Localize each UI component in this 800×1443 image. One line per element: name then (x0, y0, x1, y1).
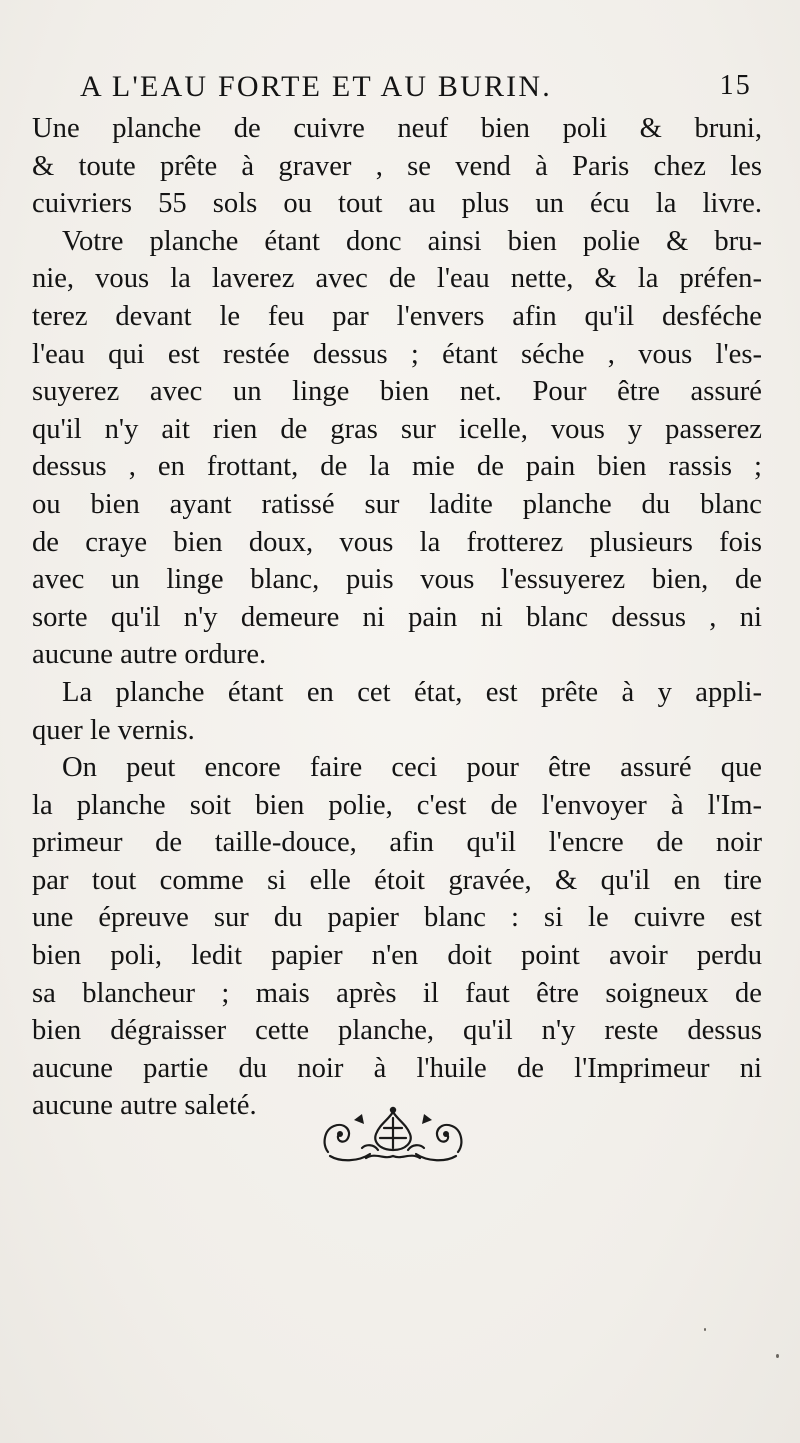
text-line: avec un linge blanc, puis vous l'essuyerez bien, de (32, 564, 762, 596)
text-line: ou bien ayant ratissé sur ladite planche du blanc (32, 488, 762, 520)
text-line: aucune autre saleté. (32, 1090, 257, 1122)
text-line: aucune autre ordure. (32, 639, 267, 671)
tailpiece-ornament (318, 1104, 468, 1164)
text-line: une épreuve sur du papier blanc : si le cuivre est (32, 902, 762, 934)
text-line: qu'il n'y ait rien de gras sur icelle, vous y passerez (32, 413, 762, 445)
text-line: bien poli, ledit papier n'en doit point avoir perdu (32, 940, 762, 972)
text-line: On peut encore faire ceci pour être assuré que (62, 752, 762, 784)
text-line: la planche soit bien polie, c'est de l'envoyer à l'Im- (32, 789, 762, 821)
text-line: dessus , en frottant, de la mie de pain bien rassis ; (32, 451, 762, 483)
text-line: primeur de taille-douce, afin qu'il l'encre de noir (32, 827, 762, 859)
running-header (62, 70, 752, 110)
body-text (32, 110, 762, 1125)
text-line: de craye bien doux, vous la frotterez plusieurs fois (32, 526, 762, 558)
paper-speck (704, 1328, 706, 1331)
text-line: aucune partie du noir à l'huile de l'Imprimeur ni (32, 1052, 762, 1084)
text-line: nie, vous la laverez avec de l'eau nette, & la préfen- (32, 263, 762, 295)
paper-speck (776, 1354, 779, 1358)
text-line: bien dégraisser cette planche, qu'il n'y reste dessus (32, 1015, 762, 1047)
text-line: par tout comme si elle étoit gravée, & qu'il en tire (32, 864, 762, 896)
text-line: l'eau qui est restée dessus ; étant séche , vous l'es- (32, 338, 762, 370)
text-line: terez devant le feu par l'envers afin qu'il desféche (32, 300, 762, 332)
running-title: A L'EAU FORTE ET AU BURIN. (80, 70, 552, 103)
text-line: sa blancheur ; mais après il faut être soigneux de (32, 977, 762, 1009)
text-line: suyerez avec un linge bien net. Pour être assuré (32, 376, 762, 408)
page-number: 15 (719, 70, 752, 101)
text-line: & toute prête à graver , se vend à Paris chez les (32, 150, 762, 182)
text-line: cuivriers 55 sols ou tout au plus un écu la livre. (32, 188, 762, 220)
text-line: Une planche de cuivre neuf bien poli & bruni, (32, 113, 762, 144)
text-line: Votre planche étant donc ainsi bien polie & bru- (62, 225, 762, 257)
text-line: La planche étant en cet état, est prête à y appli- (62, 676, 762, 708)
text-line: quer le vernis. (32, 714, 195, 746)
text-line: sorte qu'il n'y demeure ni pain ni blanc dessus , ni (32, 601, 762, 633)
